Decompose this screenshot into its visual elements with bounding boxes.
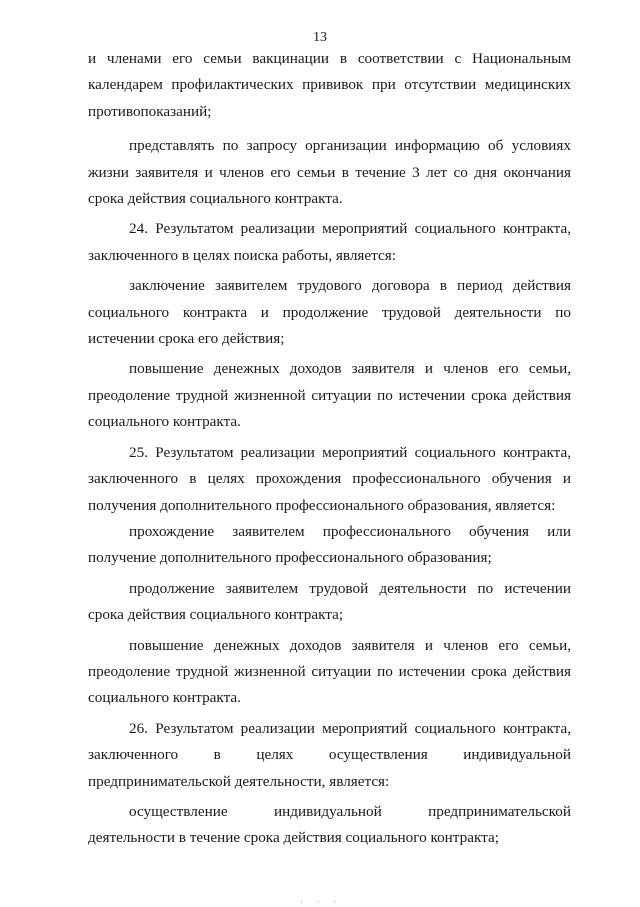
document-body xyxy=(88,46,571,852)
paragraph-26-heading: 26. Результатом реализации мероприятий социального контракта, заключенного в целях осуществления индивидуальной предпринимательской деятельности, является: xyxy=(88,719,571,790)
paragraph-25-heading: 25. Результатом реализации мероприятий социального контракта, заключенного в целях прохождения профессионального обучения и получения дополнительного профессионального образования, является: xyxy=(88,443,571,514)
paragraph-24-heading: 24. Результатом реализации мероприятий социального контракта, заключенного в целях поиска работы, является: xyxy=(88,220,571,264)
paragraph-provide-info: представлять по запросу организации информацию об условиях жизни заявителя и членов его семьи в течение 3 лет со дня окончания срока действия социального контракта. xyxy=(88,137,571,208)
paragraph-24-employment: заключение заявителем трудового договора в период действия социального контракта и продолжение трудовой деятельности по истечении срока его действия; xyxy=(88,277,571,348)
page-number: 13 xyxy=(313,30,327,45)
scan-artifact: · · · xyxy=(300,898,342,907)
paragraph-26-entrepreneurship: осуществление индивидуальной предпринимательской деятельности в течение срока действия социального контракта; xyxy=(88,802,571,847)
paragraph-25-income: повышение денежных доходов заявителя и членов его семьи, преодоление трудной жизненной ситуации по истечении срока действия социального контракта. xyxy=(88,636,571,707)
paragraph-25-training: прохождение заявителем профессионального обучения или получение дополнительного профессионального образования; xyxy=(88,522,571,567)
paragraph-24-income: повышение денежных доходов заявителя и членов его семьи, преодоление трудной жизненной ситуации по истечении срока действия социального контракта. xyxy=(88,360,571,431)
paragraph-25-continue-work: продолжение заявителем трудовой деятельности по истечении срока действия социального контракта; xyxy=(88,579,571,624)
paragraph-vaccination: и членами его семьи вакцинации в соответствии с Национальным календарем профилактических прививок при отсутствии медицинских противопоказаний; xyxy=(88,50,571,120)
